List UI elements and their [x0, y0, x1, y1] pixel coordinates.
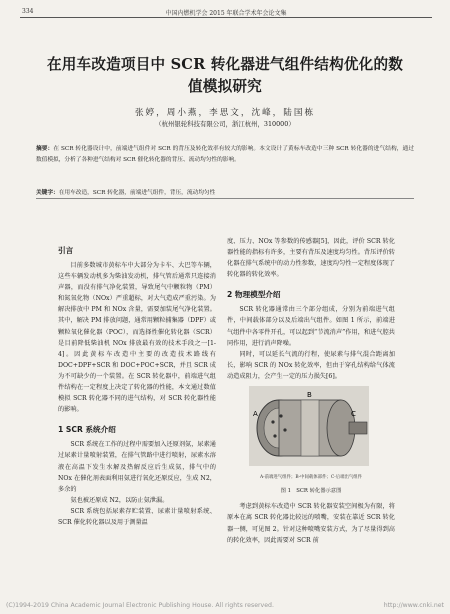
section-heading-1: 1 SCR 系统介绍: [58, 425, 116, 435]
sec1-paragraph: SCR 系统在工作的过程中需要加入还原剂氨，尿素通过尿素计量喷射装置，在排气管路中进行喷射，尿素水溶液在高温下发生水解及热解反应后生成氨，排气中的 NOx 在催化剂表面利用氨进行氧化还原反应，生成 N2，多余的: [58, 441, 216, 493]
sec2-paragraph: 同时，可以延长气流的行程，使尿素与排气混合距离加长，影响 SCR 的 NOx 转化效率，但由于穿孔结构给气体流动造成阻力，会产生一定的压力损失[6]。: [227, 350, 395, 380]
figure-label-c: C: [351, 410, 356, 419]
sec2-paragraph: SCR 转化器通常由三个部分组成，分别为前端进气组件，中间载体部分以及后端出气组件。如图 1 所示，前端进气组件中各零件开孔，可以起到“节流消声”作用，和进气腔共同作用，进行消声降噪。: [227, 306, 395, 347]
journal-title: 中国内燃机学会 2015 年联合学术年会论文集: [165, 10, 287, 17]
header-rule: [20, 17, 432, 18]
intro-paragraph: 目前多数城市黄标车中大部分为卡车、大巴等车辆，这些车辆发动机多为柴油发动机，排气管后通常只连接消声器，而没有排气净化装置，导致尾气中颗粒物（PM）和氮氧化物（NOx）严重超标，对大气造成严重污染。为解决排放中 PM 和 NOx 含量，需要加装尾气净化装置。其中，解决 PM 排放问题，通常用颗粒捕集器（DPF）或颗粒氧化催化器（POC），而选择性催化转化器（SCR）是目前降低柴油机 NOx 排放最有效的技术手段之一[1-4]。因此黄标车改造中主要的改造技术路线有DOC+DPF+SCR 和 DOC+POC+SCR，并且 SCR 成为不可缺少的一个装置。在 SCR 转化器中，前端进气组件结构在一定程度上决定了转化器的性能，本文通过数值模拟 SCR 转化器不同的进气结构，对 SCR 转化器性能的影响。: [58, 262, 216, 414]
keywords: [36, 187, 414, 196]
abstract: [36, 144, 414, 166]
figure-legend: A-前端进气组件；B-中间载体部件；C-后端出气组件: [259, 475, 363, 481]
right-column: [227, 236, 395, 546]
affiliation: （杭州银轮科技有限公司，浙江杭州，310000）: [155, 120, 295, 128]
section-heading-intro: 引言: [58, 246, 74, 255]
sec1-continued-paragraph: 度、压力、NOx 等参数的传感器[5]，因此，评价 SCR 转化器性能的指标有许多，主要有背压及速度均匀性。背压评价转化器在排气系统中的动力性参数，速度均匀性一定程度体现了转化器的转化效率。: [227, 238, 395, 279]
copyright-text: (C)1994-2019 China Academic Journal Electronic Publishing House. All rights reserved.: [6, 602, 274, 609]
paper-title: 在用车改造项目中 SCR 转化器进气组件结构优化的数值模拟研究: [46, 56, 404, 95]
sec2-paragraph: 考虑到黄标车改造中 SCR 转化器安装空间极为有限，将原本在离 SCR 转化器比较远的喷嘴，安装在靠近 SCR 转化器一侧，可见图 2。针对这种喷嘴安装方式，为了尽量得到高的转化效率，因此需要对 SCR 前: [227, 503, 395, 544]
sec1-paragraph: SCR 系统包括尿素存贮装置、尿素计量喷射系统、SCR 催化转化器以及用于测量温: [58, 507, 216, 526]
scr-converter-figure: [249, 386, 369, 466]
page-number: 334: [22, 8, 34, 15]
abstract-label: 摘要：: [36, 146, 54, 152]
figure-label-a: A: [253, 410, 258, 419]
abstract-divider: [36, 198, 414, 199]
figure-caption: 图 1 SCR 转化器示意图: [280, 488, 342, 495]
author-list: 张婷，周小燕，李思文，沈峰，陆国栋: [134, 108, 316, 118]
section-heading-2: 2 物理模型介绍: [227, 290, 281, 300]
sec1-paragraph: 氨也被还原成 N2，以防止氨泄漏。: [70, 496, 169, 504]
cnki-url: http://www.cnki.net: [383, 602, 444, 609]
figure-label-b: B: [307, 391, 312, 400]
keywords-label: 关键字：: [36, 190, 59, 196]
left-column: [58, 236, 216, 528]
abstract-text: 在 SCR 转化器设计中，前端进气组件对 SCR 的背压及转化效率有较大的影响。本文设计了黄标车改造中三种 SCR 转化器的进气结构，通过数值模拟，分析了各种进气结构对 SCR 催化转化器的背压、流动均匀性的影响。: [36, 146, 415, 163]
keywords-text: 在用车改造，SCR 转化器，前端进气组件，背压，流动均匀性: [58, 190, 216, 196]
